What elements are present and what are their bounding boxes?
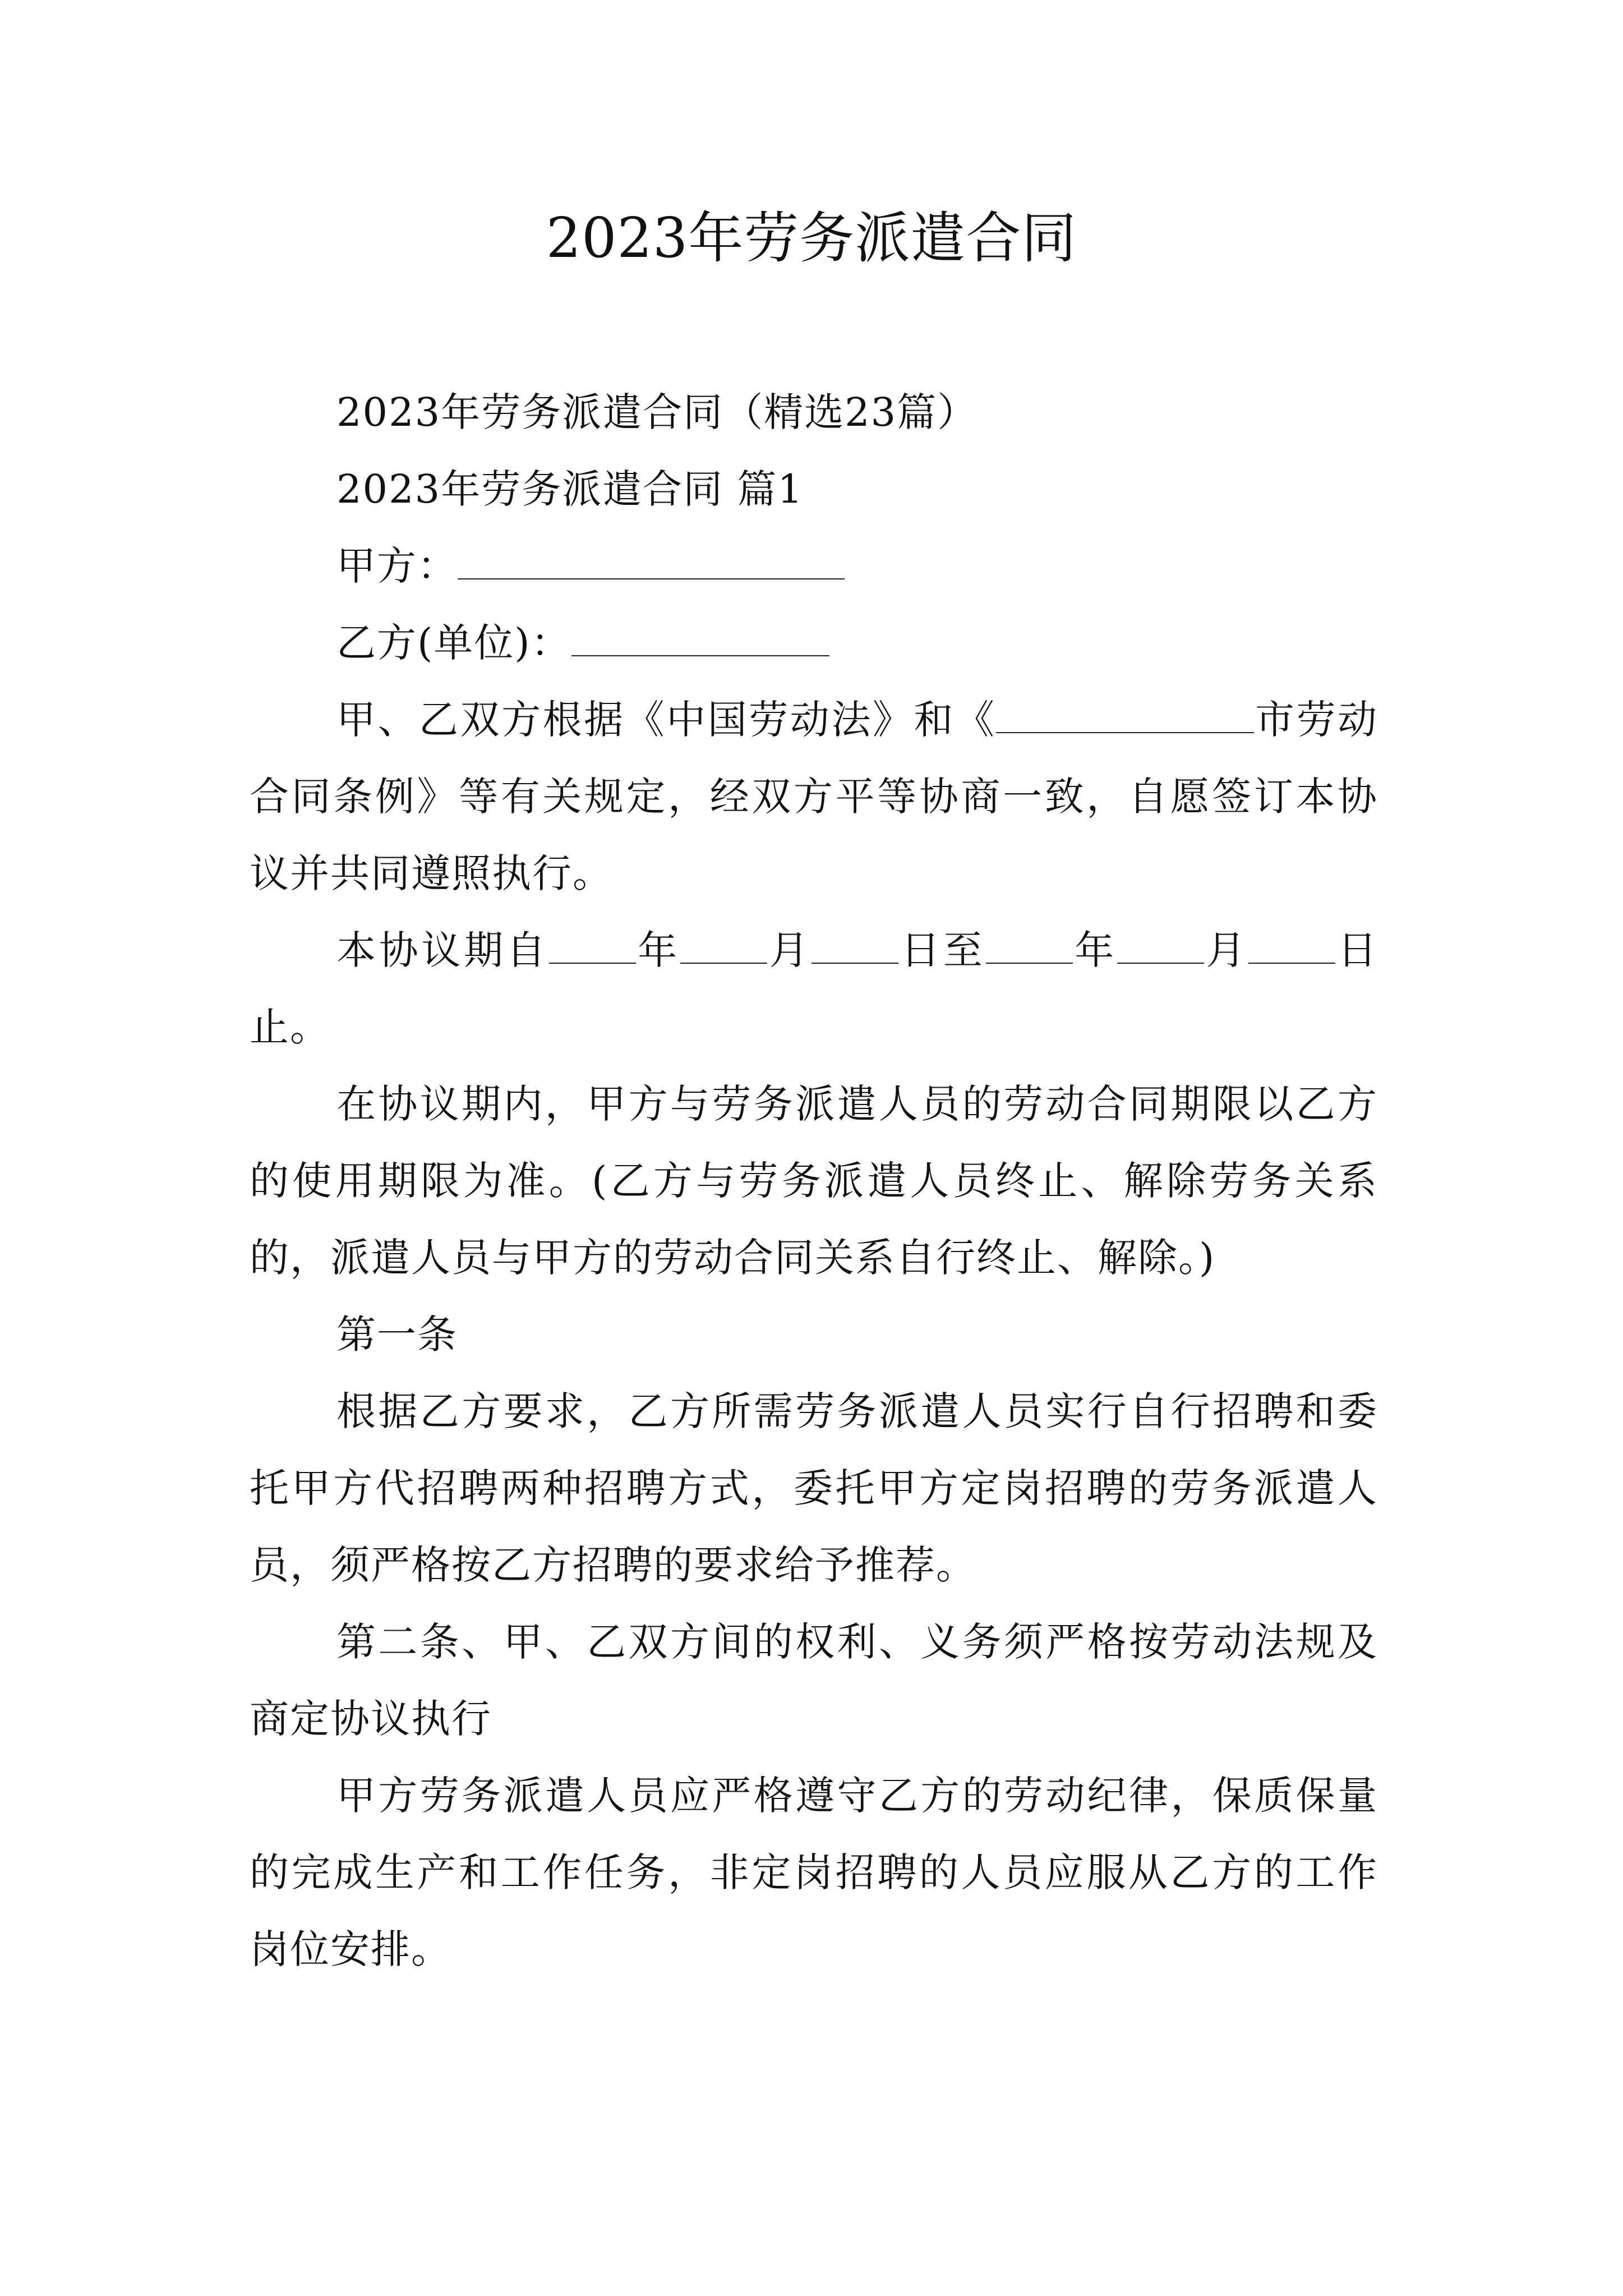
party-a-label: 甲方： bbox=[336, 543, 458, 589]
end-day-blank bbox=[1248, 926, 1335, 964]
article-1-text: 根据乙方要求，乙方所需劳务派遣人员实行自行招聘和委托甲方代招聘两种招聘方式，委托甲方定岗招聘的劳务派遣人员，须严格按乙方招聘的要求给予推荐。 bbox=[250, 1388, 1378, 1588]
start-month-blank bbox=[680, 926, 767, 964]
end-day-label: 日止。 bbox=[250, 927, 1378, 1050]
city-blank bbox=[996, 695, 1254, 734]
start-month-label: 月 bbox=[767, 927, 812, 973]
term-start-label: 本协议期自 bbox=[336, 927, 549, 973]
start-year-label: 年 bbox=[635, 927, 680, 973]
contract-subtitle: 2023年劳务派遣合同（精选23篇） bbox=[336, 389, 978, 435]
party-b-label: 乙方(单位)： bbox=[336, 620, 571, 666]
party-b-blank bbox=[571, 618, 829, 657]
intro-paragraph bbox=[250, 682, 1378, 912]
end-year-blank bbox=[986, 926, 1073, 964]
end-month-blank bbox=[1117, 926, 1204, 964]
article-2-heading: 第二条、甲、乙双方间的权利、义务须严格按劳动法规及商定协议执行 bbox=[250, 1619, 1378, 1742]
party-b-line bbox=[250, 605, 1378, 682]
article-1-heading: 第一条 bbox=[336, 1312, 458, 1358]
start-day-blank bbox=[811, 926, 898, 964]
period-paragraph: 在协议期内，甲方与劳务派遣人员的劳动合同期限以乙方的使用期限为准。(乙方与劳务派遣人员终止、解除劳务关系的，派遣人员与甲方的劳动合同关系自行终止、解除。) bbox=[250, 1081, 1378, 1281]
start-year-blank bbox=[549, 926, 636, 964]
document-title: 2023年劳务派遣合同 bbox=[546, 206, 1077, 270]
end-month-label: 月 bbox=[1204, 927, 1249, 973]
intro-text-end: 市劳动合同条例》等有关规定，经双方平等协商一致，自愿签订本协议并共同遵照执行。 bbox=[250, 697, 1378, 896]
party-a-line bbox=[250, 528, 1378, 605]
end-year-label: 年 bbox=[1072, 927, 1117, 973]
section-title: 2023年劳务派遣合同 篇1 bbox=[336, 466, 804, 512]
party-a-blank bbox=[458, 541, 845, 580]
article-2-text: 甲方劳务派遣人员应严格遵守乙方的劳动纪律，保质保量的完成生产和工作任务，非定岗招聘的人员应服从乙方的工作岗位安排。 bbox=[250, 1773, 1378, 1972]
start-day-label: 日至 bbox=[898, 927, 986, 973]
document-body bbox=[250, 374, 1378, 1988]
term-paragraph bbox=[250, 912, 1378, 1066]
intro-text-start: 甲、乙双方根据《中国劳动法》和《 bbox=[336, 697, 997, 743]
